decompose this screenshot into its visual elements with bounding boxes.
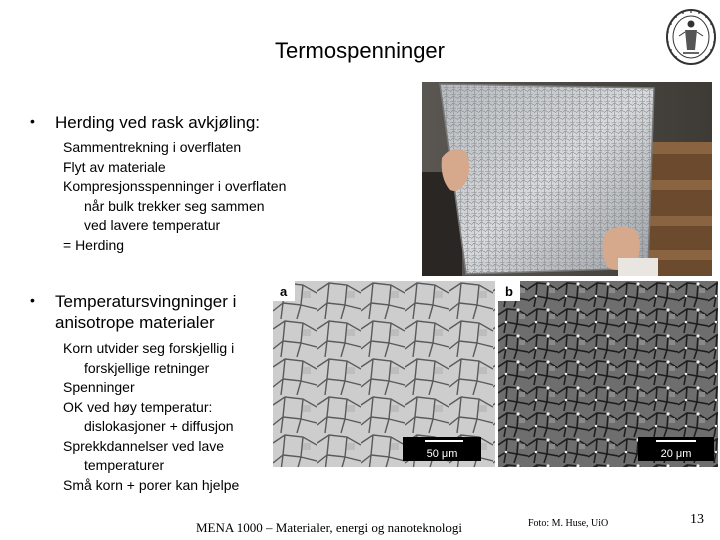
- sub-item: Små korn + porer kan hjelpe: [63, 476, 240, 493]
- bullet-heading-line: Herding ved rask avkjøling:: [55, 113, 261, 132]
- sub-item: Kompresjonsspenninger i overflaten: [63, 178, 287, 194]
- bullet-heading-line: anisotrope materialer: [55, 313, 215, 332]
- bullet-heading: [55, 112, 260, 133]
- bullet-heading-line: Temperatursvingninger i: [55, 292, 237, 311]
- bullet-symbol: •: [30, 113, 35, 129]
- sub-list: [63, 339, 239, 495]
- sub-list: [63, 138, 286, 255]
- micrograph-label: a: [280, 284, 288, 299]
- photo-credit: Foto: M. Huse, UiO: [528, 518, 609, 529]
- sub-item: Flyt av materiale: [63, 158, 166, 175]
- sub-item: forskjellige retninger: [84, 359, 210, 376]
- slide-title: Termospenninger: [275, 38, 445, 63]
- sub-item: Korn utvider seg forskjellig i: [63, 340, 235, 356]
- sub-item: temperaturer: [84, 457, 165, 473]
- sub-item: OK ved høy temperatur:: [63, 398, 213, 415]
- sub-item: = Herding: [63, 236, 125, 253]
- sub-item: dislokasjoner + diffusjon: [84, 418, 234, 434]
- university-seal-icon: [665, 8, 717, 66]
- bullet-symbol: •: [30, 292, 35, 308]
- sub-item: Spenninger: [63, 379, 135, 395]
- scale-bar-label: 20 μm: [660, 448, 692, 460]
- micrograph-label: b: [505, 284, 513, 299]
- sub-item: når bulk trekker seg sammen: [84, 197, 265, 214]
- sub-item: Sammentrekning i overflaten: [63, 139, 242, 155]
- footer-course: MENA 1000 – Materialer, energi og nanoteknologi: [196, 520, 463, 535]
- scale-bar-label: 50 μm: [426, 448, 458, 460]
- sub-item: ved lavere temperatur: [84, 217, 221, 233]
- sub-item: Sprekkdannelser ved lave: [63, 437, 225, 454]
- tempered-glass-photo: [422, 82, 712, 276]
- micrograph-b: [498, 281, 718, 467]
- page-number: 13: [690, 512, 704, 527]
- micrograph-a: [273, 281, 495, 467]
- bullet-heading: [55, 291, 236, 333]
